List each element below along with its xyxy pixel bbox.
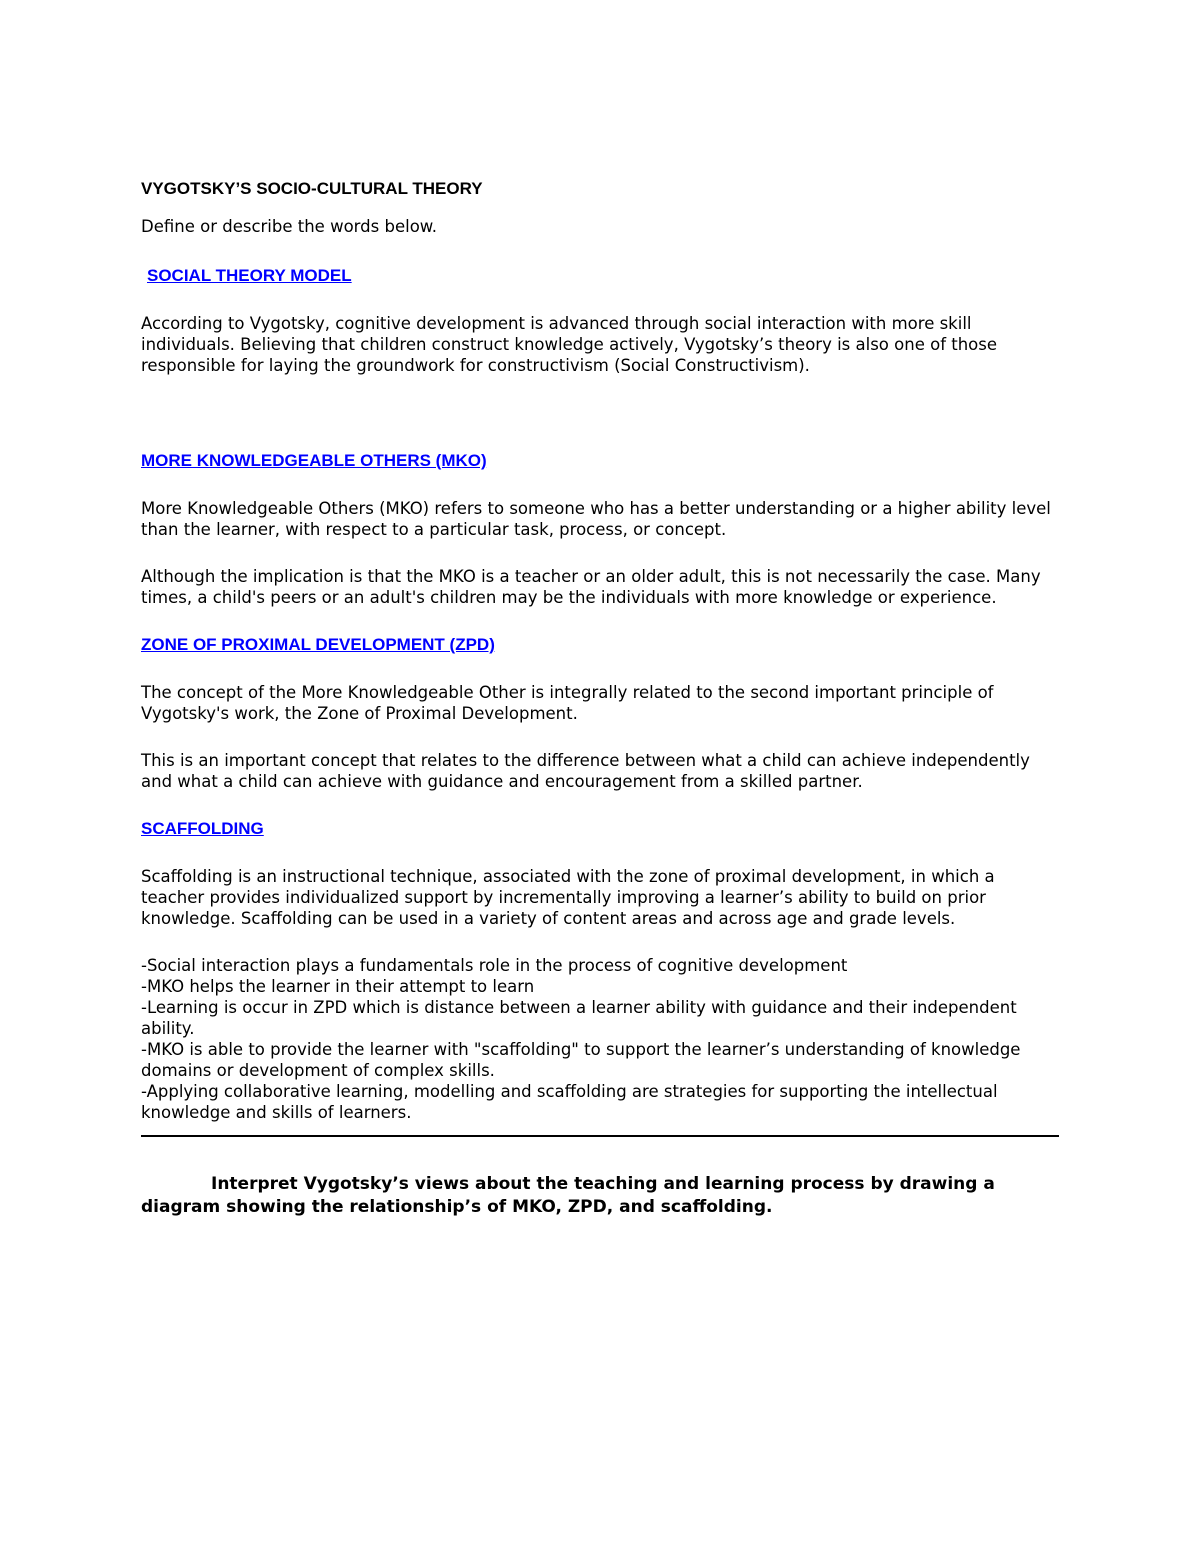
heading-zpd[interactable]: ZONE OF PROXIMAL DEVELOPMENT (ZPD) bbox=[141, 635, 495, 654]
scaffolding-paragraph: Scaffolding is an instructional technique, associated with the zone of proximal development, in which a teacher provides individualized support by incrementally improving a learner’s ability to build on prior knowledge. Scaffolding can be used in a variety of content areas and across age and grade levels. bbox=[141, 867, 995, 928]
list-item: -Social interaction plays a fundamentals role in the process of cognitive development bbox=[141, 956, 848, 975]
heading-social-theory-model[interactable]: SOCIAL THEORY MODEL bbox=[147, 266, 352, 285]
zpd-paragraph-1: The concept of the More Knowledgeable Other is integrally related to the second important principle of Vygotsky's work, the Zone of Proximal Development. bbox=[141, 683, 994, 723]
list-item: -Learning is occur in ZPD which is distance between a learner ability with guidance and their independent ability. bbox=[141, 998, 1017, 1038]
zpd-paragraph-2: This is an important concept that relates to the difference between what a child can achieve independently and what a child can achieve with guidance and encouragement from a skilled partner. bbox=[141, 751, 1030, 791]
mko-paragraph-1: More Knowledgeable Others (MKO) refers to someone who has a better understanding or a higher ability level than the learner, with respect to a particular task, process, or concept. bbox=[141, 499, 1051, 539]
summary-list bbox=[141, 955, 1059, 1123]
document-page bbox=[141, 178, 1059, 1219]
list-item: -Applying collaborative learning, modelling and scaffolding are strategies for supporting the intellectual knowledge and skills of learners. bbox=[141, 1082, 998, 1122]
intro-text: Define or describe the words below. bbox=[141, 217, 438, 236]
horizontal-divider bbox=[141, 1135, 1059, 1137]
heading-mko[interactable]: MORE KNOWLEDGEABLE OTHERS (MKO) bbox=[141, 451, 487, 470]
heading-scaffolding[interactable]: SCAFFOLDING bbox=[141, 819, 264, 838]
social-theory-paragraph: According to Vygotsky, cognitive development is advanced through social interaction with more skill individuals. Believing that children construct knowledge actively, Vygotsky’s theory is also one of those responsible for laying the groundwork for constructivism (Social Constructivism). bbox=[141, 314, 998, 375]
instruction-text: Interpret Vygotsky’s views about the teaching and learning process by drawing a diagram showing the relationship’s of MKO, ZPD, and scaffolding. bbox=[141, 1174, 995, 1217]
list-item: -MKO helps the learner in their attempt to learn bbox=[141, 977, 535, 996]
list-item: -MKO is able to provide the learner with "scaffolding" to support the learner’s understanding of knowledge domains or development of complex skills. bbox=[141, 1040, 1021, 1080]
mko-paragraph-2: Although the implication is that the MKO is a teacher or an older adult, this is not necessarily the case. Many times, a child's peers or an adult's children may be the individuals with more knowledge or experience. bbox=[141, 567, 1041, 607]
document-title: VYGOTSKY’S SOCIO-CULTURAL THEORY bbox=[141, 179, 483, 198]
